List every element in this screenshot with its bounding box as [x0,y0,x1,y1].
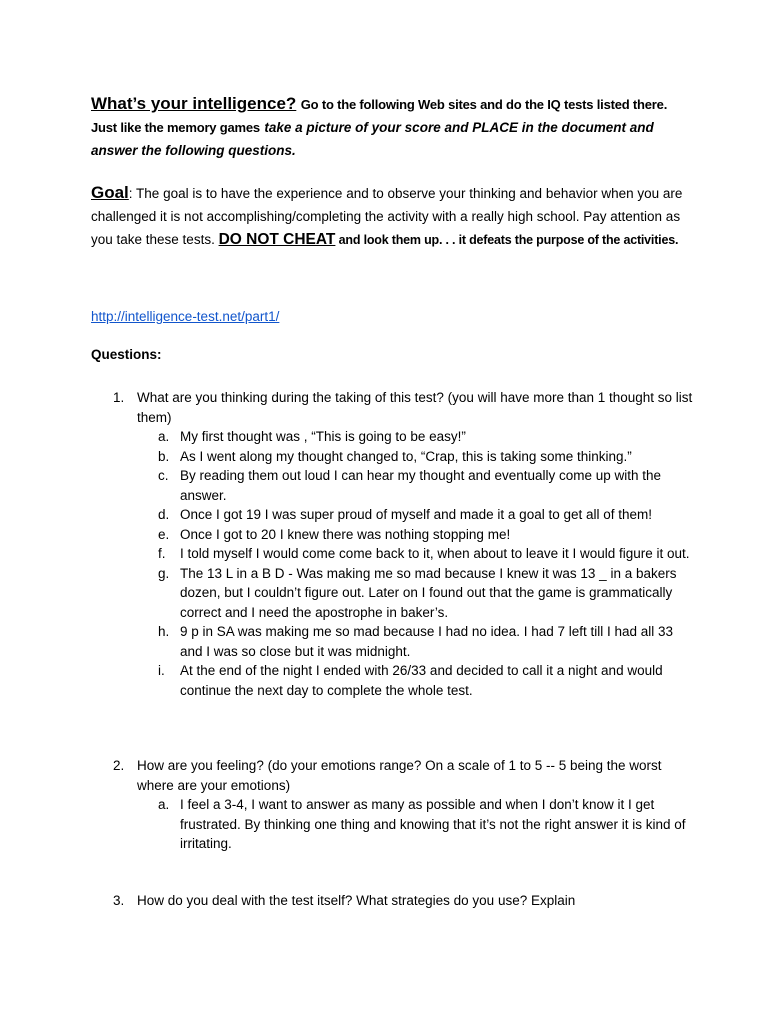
answer-text: Once I got 19 I was super proud of myself and made it a goal to get all of them! [180,507,653,522]
list-item [158,466,693,505]
goal-label: Goal [91,183,129,202]
answer-text: At the end of the night I ended with 26/33 and decided to call it a night and would continue the next day to complete the whole test. [180,663,663,698]
question-number: 3. [113,893,125,908]
question-3 [113,891,693,911]
answer-letter: a. [158,429,170,444]
goal-tail: and look them up. . . it defeats the purpose of the activities. [335,233,679,247]
list-item [158,505,693,525]
answer-text: I feel a 3-4, I want to answer as many as possible and when I don’t know it I get frustrated. By thinking one thing and knowing that it’s not the right answer it is kind of irritating. [180,797,686,851]
answer-letter: c. [158,468,169,483]
list-item [158,795,693,854]
answer-text: I told myself I would come come back to it, when about to leave it I would figure it out. [180,546,690,561]
answer-letter: e. [158,526,170,542]
answer-letter: b. [158,448,170,464]
list-item [158,544,693,564]
question-text: How are you feeling? (do your emotions range? On a scale of 1 to 5 -- 5 being the worst where are your emotions) [137,758,662,793]
answer-letter: i. [158,663,165,678]
answer-letter: f. [158,546,166,561]
answer-list [158,795,693,854]
questions-heading: Questions: [91,347,162,362]
answer-text: 9 p in SA was making me so mad because I had no idea. I had 7 left till I had all 33 and I was so close but it was midnight. [180,624,674,659]
question-text: What are you thinking during the taking of this test? (you will have more than 1 thought so list them) [137,390,693,425]
answer-letter: h. [158,624,170,639]
answer-text: Once I got to 20 I knew there was nothing stopping me! [180,526,511,542]
question-number: 2. [113,758,125,773]
page-title: What’s your intelligence? [91,94,297,113]
list-item [158,661,693,700]
intro-paragraph [91,92,691,162]
intro-instructions: Go to the following Web sites and do the IQ tests listed there. Just like the memory games [91,97,668,135]
goal-paragraph [91,181,691,252]
answer-text: By reading them out loud I can hear my thought and eventually come up with the answer. [180,468,662,503]
goal-text: : The goal is to have the experience and to observe your thinking and behavior when you are challenged it is not accomplishing/completing the activity with a really high school. Pay attention as you take these tests. [91,186,683,247]
answer-text: My first thought was , “This is going to be easy!” [180,429,466,444]
answer-letter: d. [158,507,170,522]
list-item [158,564,693,623]
question-number: 1. [113,390,125,405]
answer-text: The 13 L in a B D - Was making me so mad because I knew it was 13 _ in a bakers dozen, but I couldn’t figure out. Later on I found out that the game is grammatically correct and I need the apostrophe in baker’s. [180,565,677,620]
question-text: How do you deal with the test itself? What strategies do you use? Explain [137,893,576,908]
list-item [158,447,693,467]
answer-letter: g. [158,565,170,581]
do-not-cheat: DO NOT CHEAT [218,231,336,248]
answer-letter: a. [158,797,170,812]
list-item [158,427,693,447]
list-item [158,525,693,545]
list-item [158,622,693,661]
question-2 [113,756,693,854]
iq-test-link[interactable]: http://intelligence-test.net/part1/ [91,309,280,324]
intro-emphasis: take a picture of your score and PLACE in the document and answer the following questions. [91,120,654,158]
answer-list [158,427,693,700]
question-1 [113,388,693,700]
answer-text: As I went along my thought changed to, “Crap, this is taking some thinking.” [180,448,632,464]
